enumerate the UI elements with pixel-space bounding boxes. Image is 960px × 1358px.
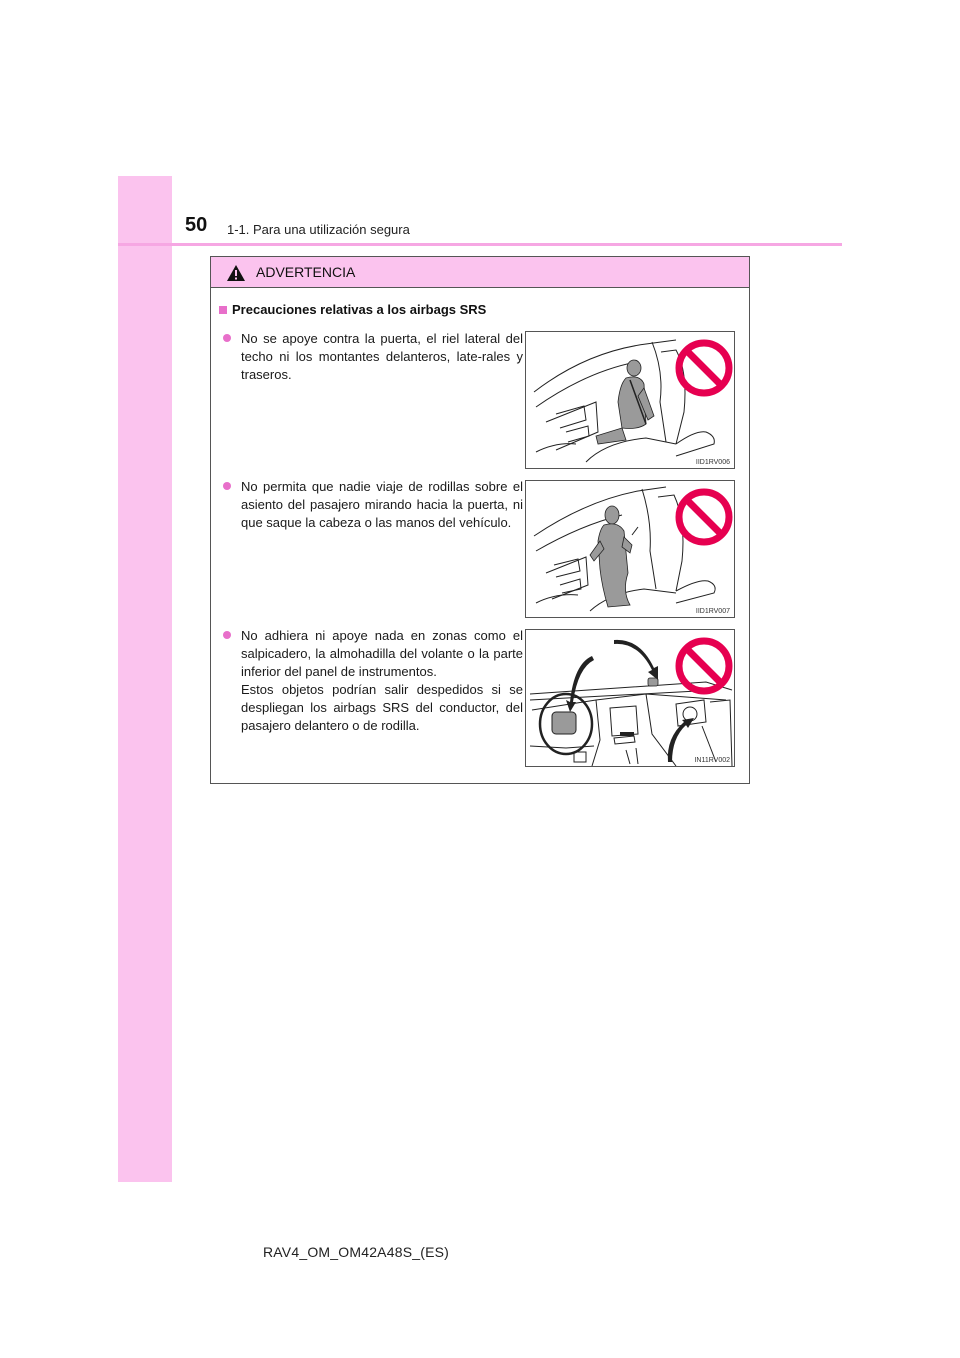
warning-header [211,257,749,288]
item-text-continued: Estos objetos podrían salir despedidos si se despliegan los airbags SRS del conductor, del pasajero delantero o de rodilla. [241,682,523,733]
illustration-leaning-door [525,331,735,469]
header-rule [118,243,842,246]
page-number: 50 [185,214,208,236]
prohibition-icon [526,332,734,468]
list-item [223,627,523,735]
list-item [223,478,523,532]
bullet-icon [223,631,231,639]
list-item [223,330,523,384]
bullet-icon [223,482,231,490]
figure-code: IID1RV007 [695,608,730,615]
side-thumb-band [118,176,172,1182]
illustration-dashboard [525,629,735,767]
prohibition-icon [526,481,734,617]
section-title: 1-1. Para una utilización segura [227,222,410,237]
warning-triangle-icon [226,264,246,282]
subhead [219,302,486,317]
bullet-icon [223,334,231,342]
illustration-kneeling-passenger [525,480,735,618]
figure-code: IN11RV002 [694,757,730,764]
subhead-text: Precauciones relativas a los airbags SRS [232,302,487,317]
item-text: No se apoye contra la puerta, el riel lateral del techo ni los montantes delanteros, late-rales y traseros. [241,331,523,382]
item-text: No permita que nadie viaje de rodillas sobre el asiento del pasajero mirando hacia la puerta, ni que saque la cabeza o las manos del vehículo. [241,479,523,530]
square-bullet-icon [219,306,227,314]
warning-title: ADVERTENCIA [256,264,356,280]
prohibition-icon [526,630,734,766]
figure-code: IID1RV006 [695,459,730,466]
item-text: No adhiera ni apoye nada en zonas como el salpicadero, la almohadilla del volante o la parte inferior del panel de instrumentos. [241,628,523,679]
warning-box [210,256,750,784]
footer-document-code: RAV4_OM_OM42A48S_(ES) [263,1244,450,1260]
